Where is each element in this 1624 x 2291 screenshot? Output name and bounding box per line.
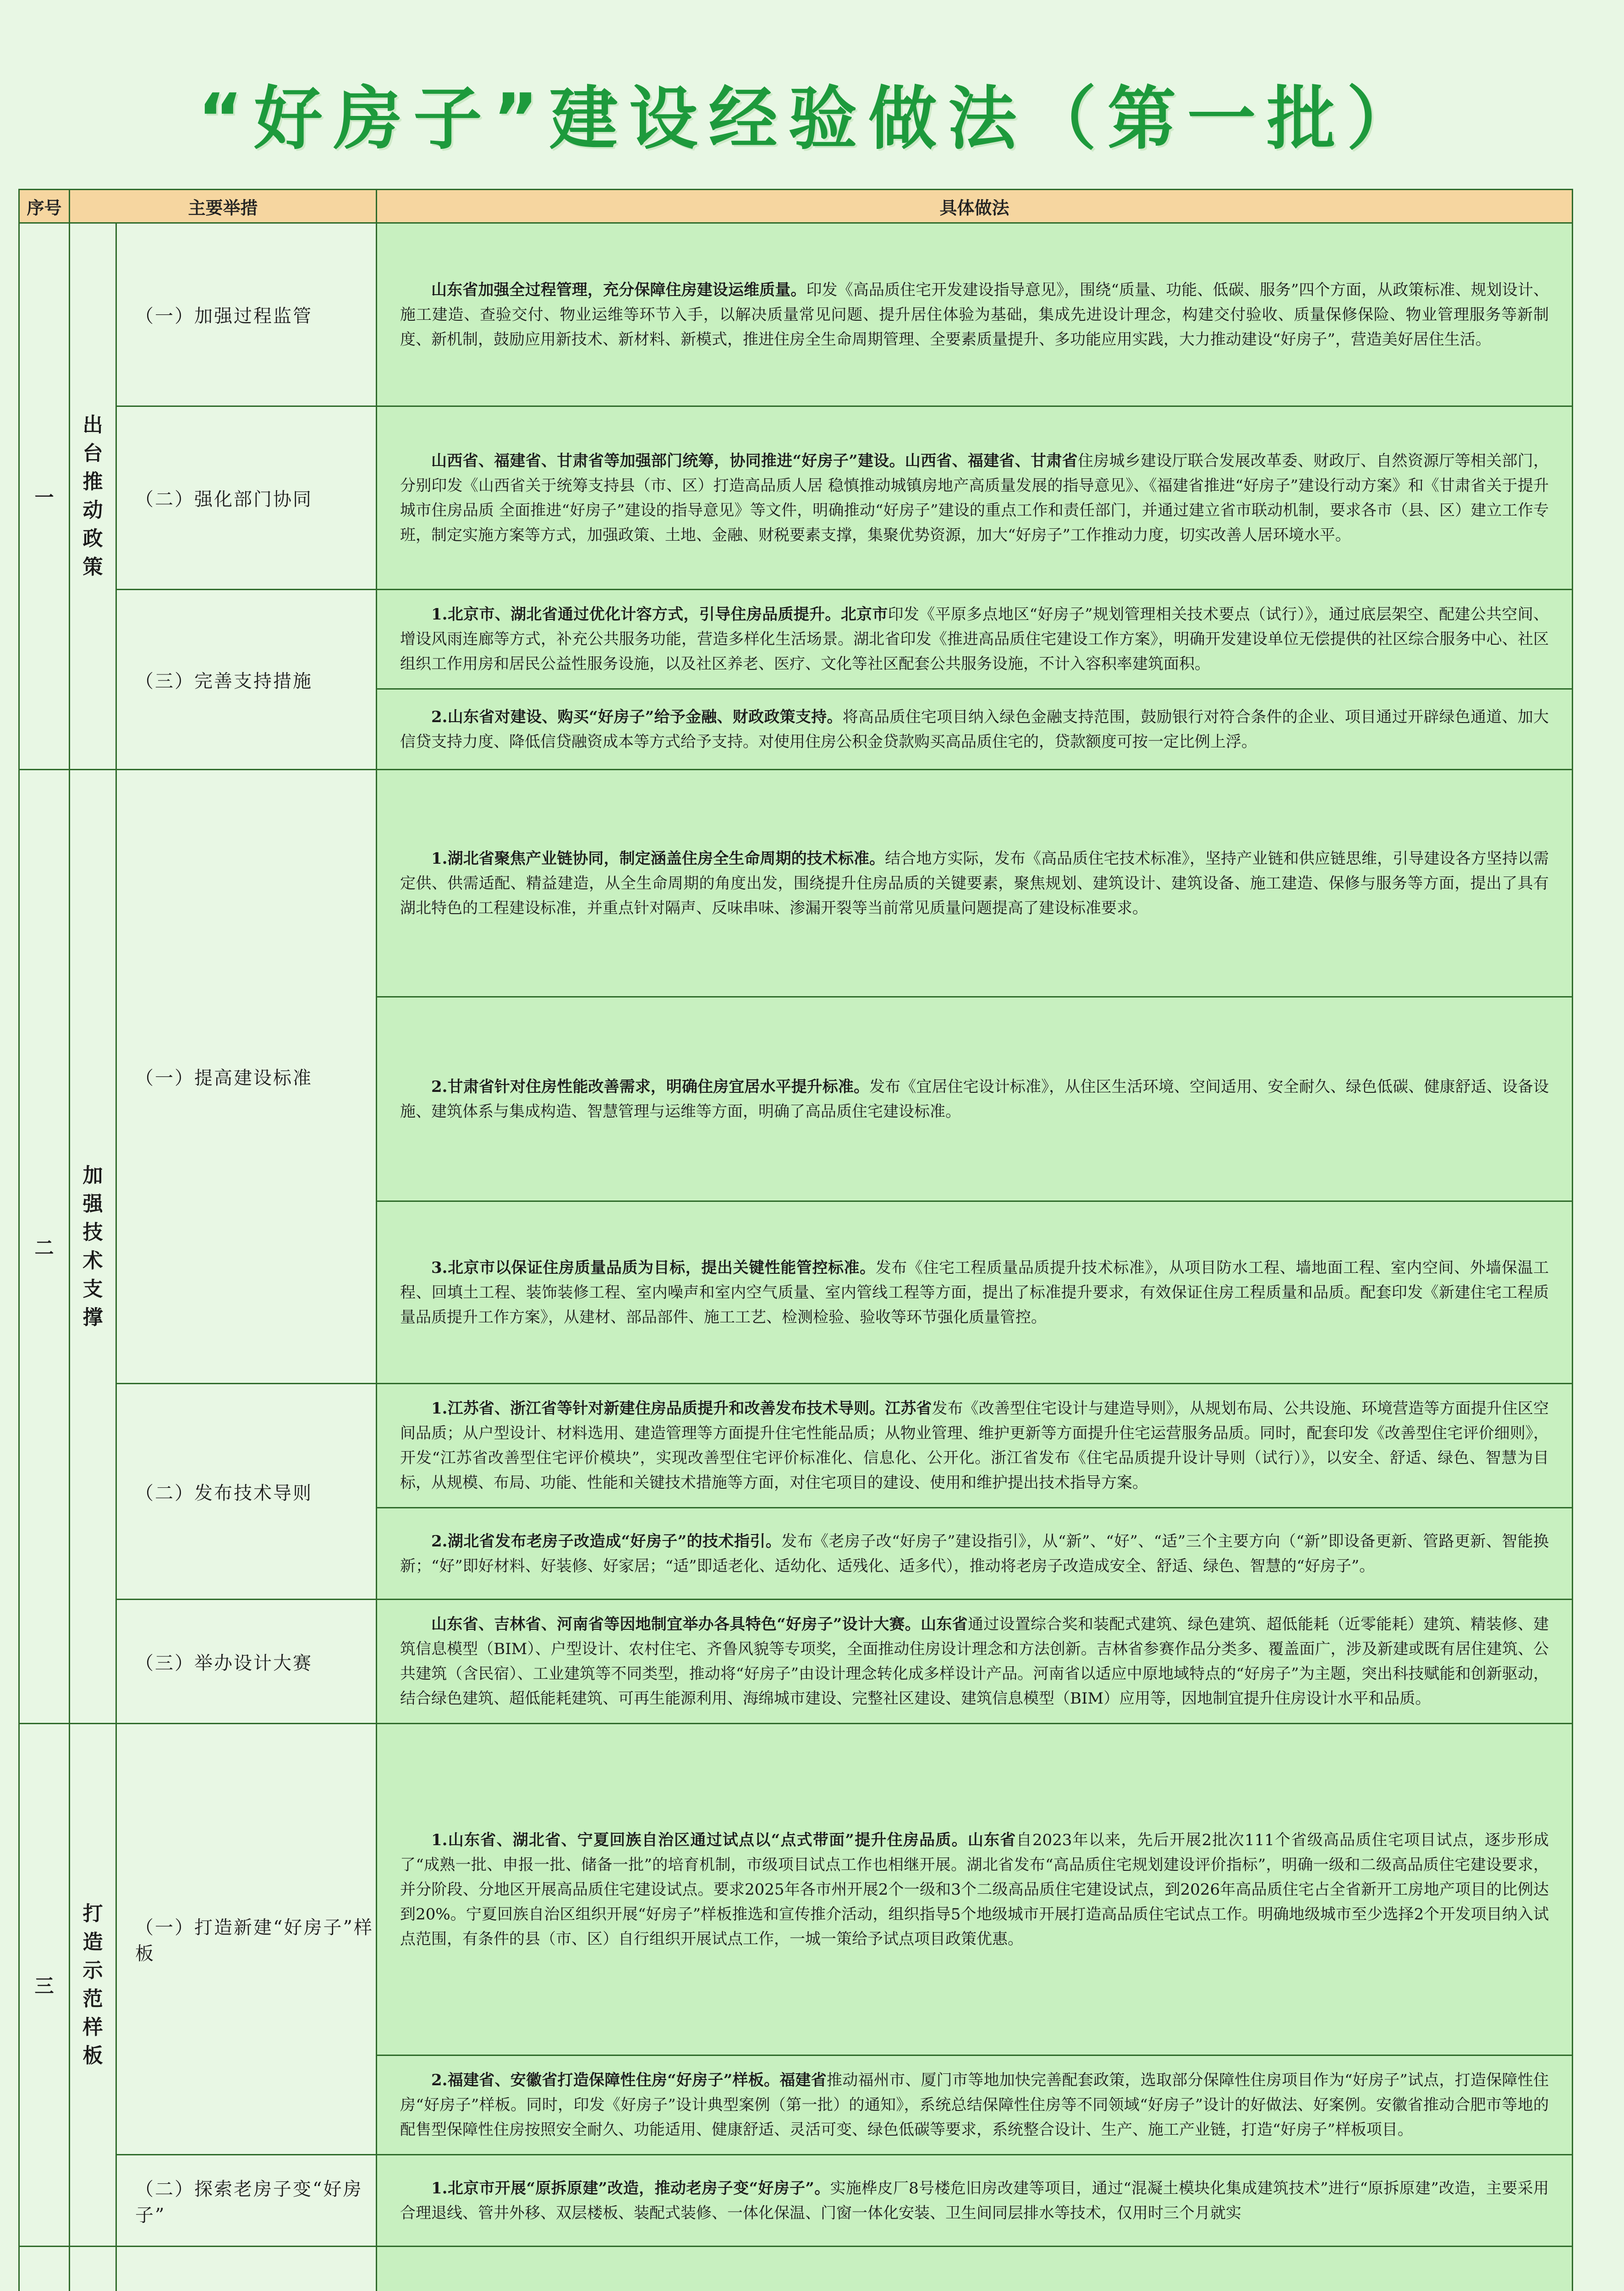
practice-text: 将高品质住宅项目纳入绿色金融支持范围，鼓励银行对符合条件的企业、项目通过开辟绿色通道、加大信贷支持力度、降低信贷融资成本等方式给予支持。对使用住房公积金贷款购买高品质住宅的，贷款额度可按一定比例上浮。 [400,707,1549,751]
practice-content [377,2247,1573,2291]
practice-content [377,2155,1573,2247]
practice-paragraph [400,602,1549,676]
practice-paragraph [400,2068,1549,2142]
practice-lead: 3.北京市以保证住房质量品质为目标，提出关键性能管控标准。 [431,1258,876,1277]
header-seq: 序号 [19,190,70,223]
practice-lead: 1.山东省、湖北省、宁夏回族自治区通过试点以“点式带面”提升住房品质。山东省 [431,1831,1016,1849]
table-row [19,1600,1573,1724]
practice-text: 自2023年以来，先后开展2批次111个省级高品质住宅项目试点，逐步形成了“成熟一批、申报一批、储备一批”的培育机制，市级项目试点工作也相继开展。湖北省发布“高品质住宅规划建设评价指标”，明确一级和二级高品质住宅建设要求，并分阶段、分地区开展高品质住宅建设试点。要求2025年各市州开展2个一级和3个二级高品质住宅建设试点，到2026年高品质住宅占全省新开工房地产项目的比例达到20%。宁夏回族自治区组织开展“好房子”样板推选和宣传推介活动，组织指导5个地级城市开展打造高品质住宅试点工作。明确地级城市至少选择2个开发项目纳入试点范围，有条件的县（市、区）自行组织开展试点工作，一城一策给予试点项目政策优惠。 [400,1831,1549,1948]
practice-content [377,1724,1573,2055]
section-number: 二 [19,770,70,1724]
practice-paragraph [400,278,1549,352]
table-row [19,406,1573,590]
practice-text: 印发《高品质住宅开发建设指导意见》，围绕“质量、功能、低碳、服务”四个方面，从政策标准、规划设计、施工建造、查验交付、物业运维等环节入手，以解决质量常见问题、提升居住体验为基础，集成先进设计理念，构建交付验收、质量保修保险、物业管理服务等新制度、新机制，鼓励应用新技术、新材料、新模式，推进住房全生命周期管理、全要素质量提升、多功能应用实践，大力推动建设“好房子”，营造美好居住生活。 [400,280,1549,349]
section-number [19,2247,70,2291]
practice-content [377,1384,1573,1508]
section-category [70,770,116,1724]
table-row [19,1724,1573,2055]
practice-text: 发布《老房子改“好房子”建设指引》，从“新”、“好”、“适”三个主要方向（“新”即设备更新、管路更新、智能换新；“好”即好材料、好装修、好家居；“适”即适老化、适幼化、适残化、适多代），推动将老房子改造成安全、舒适、绿色、智慧的“好房子”。 [400,1532,1549,1575]
table-row [19,590,1573,689]
practice-lead: 山西省、福建省、甘肃省等加强部门统筹，协同推进“好房子”建设。山西省、福建省、甘肃省 [431,451,1078,470]
table-header-row [19,190,1573,223]
measure-label: （三）完善支持措施 [116,590,377,770]
practice-table [18,189,1573,2291]
page-title: “好房子”建设经验做法（第一批） [198,79,1426,159]
section-category [70,2247,116,2291]
practice-lead: 2.山东省对建设、购买“好房子”给予金融、财政政策支持。 [431,707,843,726]
practice-lead: 2.湖北省发布老房子改造成“好房子”的技术指引。 [431,1532,782,1551]
practice-paragraph [400,1828,1549,1951]
practice-lead: 山东省加强全过程管理，充分保障住房建设运维质量。 [431,280,807,299]
table-row [19,770,1573,997]
measure-label: （一）提高建设标准 [116,770,377,1384]
section-category-label: 加强技术支撑 [82,1163,103,1329]
practice-lead: 1.江苏省、浙江省等针对新建住房品质提升和改善发布技术导则。江苏省 [431,1399,932,1418]
practice-content [377,770,1573,997]
practice-content [377,689,1573,770]
practice-lead: 1.北京市开展“原拆原建”改造，推动老房子变“好房子”。 [431,2179,830,2198]
practice-content [377,223,1573,406]
practice-lead: 山东省、吉林省、河南省等因地制宜举办各具特色“好房子”设计大赛。山东省 [431,1615,968,1633]
measure-label: （二）强化部门协同 [116,406,377,590]
table-row [19,2247,1573,2291]
practice-lead: 2.福建省、安徽省打造保障性住房“好房子”样板。福建省 [431,2071,827,2089]
section-category [70,223,116,770]
practice-lead: 1.湖北省聚焦产业链协同，制定涵盖住房全生命周期的技术标准。 [431,849,885,868]
practice-paragraph [400,1612,1549,1711]
practice-paragraph [400,449,1549,548]
practice-content [377,1508,1573,1600]
practice-content [377,1600,1573,1724]
practice-text: 印发《平原多点地区“好房子”规划管理相关技术要点（试行）》，通过底层架空、配建公共空间、增设风雨连廊等方式，补充公共服务功能，营造多样化生活场景。湖北省印发《推进高品质住宅建设工作方案》，明确开发建设单位无偿提供的社区综合服务中心、社区组织工作用房和居民公益性服务设施，以及社区养老、医疗、文化等社区配套公共服务设施，不计入容积率建筑面积。 [400,605,1549,673]
practice-content [377,406,1573,590]
practice-text: 通过设置综合奖和装配式建筑、绿色建筑、超低能耗（近零能耗）建筑、精装修、建筑信息模型（BIM）、户型设计、农村住宅、齐鲁风貌等专项奖，全面推动住房设计理念和方法创新。吉林省参赛作品分类多、覆盖面广，涉及新建或既有居住建筑、公共建筑（含民宿）、工业建筑等不同类型，推动将“好房子”由设计理念转化成多样设计产品。河南省以适应中原地域特点的“好房子”为主题，突出科技赋能和创新驱动，结合绿色建筑、超低能耗建筑、可再生能源利用、海绵城市建设、完整社区建设、建筑信息模型（BIM）应用等，因地制宜提升住房设计水平和品质。 [400,1615,1549,1708]
practice-paragraph [400,705,1549,754]
practice-text: 实施桦皮厂8号楼危旧房改建等项目，通过“混凝土模块化集成建筑技术”进行“原拆原建”改造，主要采用合理退线、管井外移、双层楼板、装配式装修、一体化保温、门窗一体化安装、卫生间同层排水等技术，仅用时三个月就实 [400,2179,1549,2222]
practice-content [377,1201,1573,1384]
section-category-label: 出台推动政策 [82,413,103,579]
table-row [19,1384,1573,1508]
practice-text: 发布《宜居住宅设计标准》，从住区生活环境、空间适用、安全耐久、绿色低碳、健康舒适、设备设施、建筑体系与集成构造、智慧管理与运维等方面，明确了高品质住宅建设标准。 [400,1077,1549,1121]
measure-label: （二）发布技术导则 [116,1384,377,1600]
practice-paragraph [400,2176,1549,2225]
practice-paragraph [400,1529,1549,1578]
table-row [19,223,1573,406]
measure-label [116,2247,377,2291]
practice-text: 发布《改善型住宅设计与建造导则》，从规划布局、公共设施、环境营造等方面提升住区空间品质；从户型设计、材料选用、建造管理等方面提升住宅性能品质；从物业管理、维护更新等方面提升住宅运营服务品质。同时，配套印发《改善型住宅评价细则》，开发“江苏省改善型住宅评价模块”，实现改善型住宅评价标准化、信息化、公开化。浙江省发布《住宅品质提升设计导则（试行）》，以安全、舒适、绿色、智慧为目标，从规模、布局、功能、性能和关键技术措施等方面，对住宅项目的建设、使用和维护提出技术指导方案。 [400,1399,1549,1492]
practice-text: 推动福州市、厦门市等地加快完善配套政策，选取部分保障性住房项目作为“好房子”试点，打造保障性住房“好房子”样板。同时，印发《好房子”设计典型案例（第一批）的通知》，系统总结保障性住房等不同领域“好房子”设计的好做法、好案例。安徽省推动合肥市等地的配售型保障性住房按照安全耐久、功能适用、健康舒适、灵活可变、绿色低碳等要求，系统整合设计、生产、施工产业链，打造“好房子”样板项目。 [400,2071,1549,2139]
section-category-label: 打造示范样板 [82,1902,103,2067]
practice-paragraph [400,1074,1549,1124]
measure-label: （三）举办设计大赛 [116,1600,377,1724]
measure-label: （一）打造新建“好房子”样板 [116,1724,377,2155]
practice-content [377,2055,1573,2155]
practice-content [377,590,1573,689]
section-number: 三 [19,1724,70,2247]
measure-label: （二）探索老房子变“好房子” [116,2155,377,2247]
section-number: 一 [19,223,70,770]
table-row [19,2155,1573,2247]
practice-paragraph [400,1396,1549,1495]
section-category [70,1724,116,2247]
practice-paragraph [400,2288,1549,2291]
practice-lead: 1.北京市、湖北省通过优化计容方式，引导住房品质提升。北京市 [431,605,888,624]
practice-text: 住房城乡建设厅联合发展改革委、财政厅、自然资源厅等相关部门，分别印发《山西省关于统筹支持县（市、区）打造高品质人居 稳慎推动城镇房地产高质量发展的指导意见》、《福建省推进“好房子”建设行动方案》和《甘肃省关于提升城市住房品质 全面推进“好房子”建设的指导意见》等文件，明确推动“好房子”建设的重点工作和责任部门，并通过建立省市联动机制，要求各市（县、区）建立工作专班，制定实施方案等方式，加强政策、土地、金融、财税要素支撑，集聚优势资源，加大“好房子”工作推动力度，切实改善人居环境水平。 [400,451,1549,544]
practice-text: 结合地方实际，发布《高品质住宅技术标准》，坚持产业链和供应链思维，引导建设各方坚持以需定供、供需适配、精益建造，从全生命周期的角度出发，围绕提升住房品质的关键要素，聚焦规划、建筑设计、建筑设备、施工建造、保修与服务等方面，提出了具有湖北特色的工程建设标准，并重点针对隔声、反味串味、渗漏开裂等当前常见质量问题提高了建设标准要求。 [400,849,1549,917]
practice-content [377,997,1573,1201]
practice-paragraph [400,846,1549,921]
measure-label: （一）加强过程监管 [116,223,377,406]
practice-paragraph [400,1255,1549,1330]
practice-lead: 2.甘肃省针对住房性能改善需求，明确住房宜居水平提升标准。 [431,1077,870,1096]
header-practice: 具体做法 [377,190,1573,223]
practice-text: 发布《住宅工程质量品质提升技术标准》，从项目防水工程、墙地面工程、室内空间、外墙保温工程、回填土工程、装饰装修工程、室内噪声和室内空气质量、室内管线工程等方面，提出了标准提升要求，有效保证住房工程质量和品质。配套印发《新建住宅工程质量品质提升工作方案》，从建材、部品部件、施工工艺、检测检验、验收等环节强化质量管控。 [400,1258,1549,1326]
header-measure: 主要举措 [70,190,377,223]
